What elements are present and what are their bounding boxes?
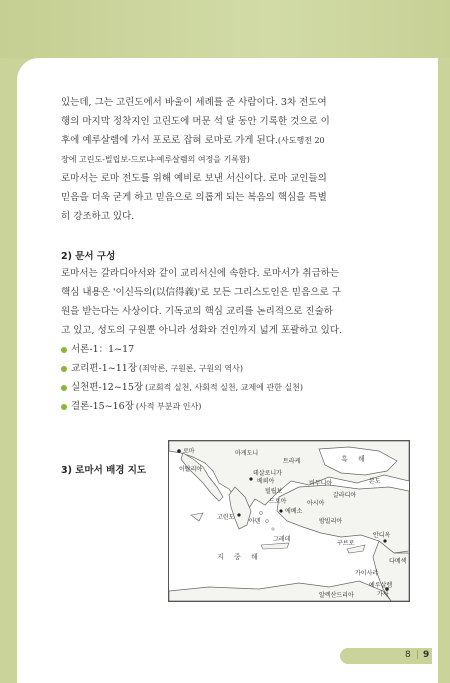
city-dot-antioch: [383, 539, 386, 542]
crete-island: [261, 543, 289, 549]
section-2-line: 원을 받는다는 사상이다. 기독교의 핵심 교리를 논리적으로 진술하: [61, 306, 333, 317]
intro-line: 행의 마지막 정착지인 고린도에 머문 석 달 동안 기록한 것으로 이: [61, 116, 330, 127]
map-label-jerusalem: 예루살렘: [369, 582, 393, 589]
map-label-athens: 아덴: [249, 518, 261, 525]
city-dot-rome: [177, 449, 181, 453]
map-label-troas: 드로아: [269, 498, 287, 505]
list-item: [61, 397, 361, 416]
bullet-dot-icon: [61, 404, 67, 410]
map-label-gaza: 가사: [377, 591, 389, 598]
purpose-line: 로마서는 로마 전도를 위해 예비로 보낸 서신이다. 로마 교인들의: [61, 173, 327, 184]
intro-paragraph: [61, 93, 361, 169]
city-dot-thessalonica: [249, 477, 252, 480]
page-footer: [340, 648, 432, 664]
map-label-pamphylia: 밤빌리아: [319, 518, 343, 525]
map-svg: [169, 441, 409, 601]
map-label-ephesus: 에베소: [285, 508, 303, 515]
section-3-title: 3) 로마서 배경 지도: [61, 465, 147, 476]
page-number-right: 9: [423, 650, 430, 660]
map-label-alexandria: 알렉산드리아: [319, 592, 354, 599]
city-dot-ephesus: [279, 509, 282, 512]
aegean-islet: [259, 511, 262, 514]
intro-line: 있는데, 그는 고린도에서 바울이 세례를 준 사람이다. 3차 전도여: [61, 97, 327, 108]
list-item-note: (교회적 실천, 사회적 실천, 교제에 관한 실천): [145, 383, 304, 392]
map-label-corinth: 고린도: [217, 514, 235, 521]
section-2-line: 고 있고, 성도의 구원뿐 아니라 성화와 건인까지 넓게 포괄하고 있다.: [61, 325, 342, 336]
list-item: [61, 359, 361, 378]
section-2-paragraph: [61, 264, 361, 340]
section-2-title: 2) 문서 구성: [61, 251, 116, 262]
aegean-islet: [266, 520, 269, 523]
intro-line: 후에 예루살렘에 가서 포로로 잡혀 로마로 가게 된다.: [61, 135, 278, 146]
map-label-thrace: 트라케: [283, 458, 301, 465]
purpose-line: 히 강조하고 있다.: [61, 211, 135, 222]
list-item-text: 서론-1：1~17: [71, 344, 135, 355]
city-dot-corinth: [237, 513, 240, 516]
page-number-left: 8: [405, 650, 411, 660]
intro-note-line: 장에 고린도-빌립보-드로냐-예루살렘의 여정을 기록함): [61, 155, 250, 164]
map-label-bithynia: 비두니아: [309, 480, 333, 487]
map-label-rome: 로마: [183, 448, 195, 455]
map-label-asia: 아시아: [307, 500, 325, 507]
intro-note: (사도행전 20: [277, 136, 325, 145]
map-label-greece: 그레데: [273, 536, 291, 543]
list-item: [61, 378, 361, 397]
section-2-line: 핵심 내용은 '이신득의(以信得義)'로 모든 그리스도인은 믿음으로 구: [61, 287, 341, 298]
purpose-paragraph: [61, 169, 361, 226]
map-label-philippi: 빌립보: [265, 488, 283, 495]
map-label-antioch: 안디옥: [373, 532, 391, 539]
map-label-berea: 베뢰아: [257, 478, 275, 485]
list-item-text: 교리편-1~11장: [71, 363, 138, 374]
bullet-dot-icon: [61, 385, 67, 391]
structure-list: [61, 340, 361, 416]
list-item-text: 결론-15~16장: [71, 401, 134, 412]
document-body: [61, 93, 361, 416]
map-label-italy: 이탈리아: [179, 466, 203, 473]
list-item-text: 실천편-12~15장: [71, 382, 144, 393]
map-label-galatia: 갈라디아: [333, 492, 357, 499]
sicily-island: [191, 513, 203, 521]
bullet-dot-icon: [61, 347, 67, 353]
map-label-damascus: 다메섹: [389, 558, 407, 565]
map-label-pontus: 본도: [369, 478, 381, 485]
map-label-cyprus: 구브로: [337, 540, 355, 547]
section-2-line: 로마서는 갈라디아서와 같이 교리서신에 속한다. 로마서가 취급하는: [61, 268, 340, 279]
bullet-dot-icon: [61, 366, 67, 372]
list-item-note: (사적 부분과 인사): [135, 402, 202, 411]
aegean-islet: [272, 528, 274, 530]
map-label-mediterranean: 지 중 해: [217, 553, 262, 561]
africa-coast: [169, 581, 391, 601]
page-number-separator: |: [416, 650, 420, 660]
map-label-macedonia: 마게도니: [235, 450, 259, 457]
list-item: [61, 340, 361, 359]
header-band: [0, 0, 450, 58]
purpose-line: 믿음을 더욱 굳게 하고 믿음으로 의롭게 되는 복음의 핵심을 특별: [61, 192, 327, 203]
list-item-note: (죄악론, 구원론, 구원의 역사): [139, 364, 243, 373]
map-label-black-sea: 흑 해: [341, 455, 369, 463]
map-label-caesarea: 가이사랴: [355, 570, 379, 577]
map-label-thessalonica: 데살로니가: [253, 470, 282, 477]
background-map: [168, 440, 410, 602]
